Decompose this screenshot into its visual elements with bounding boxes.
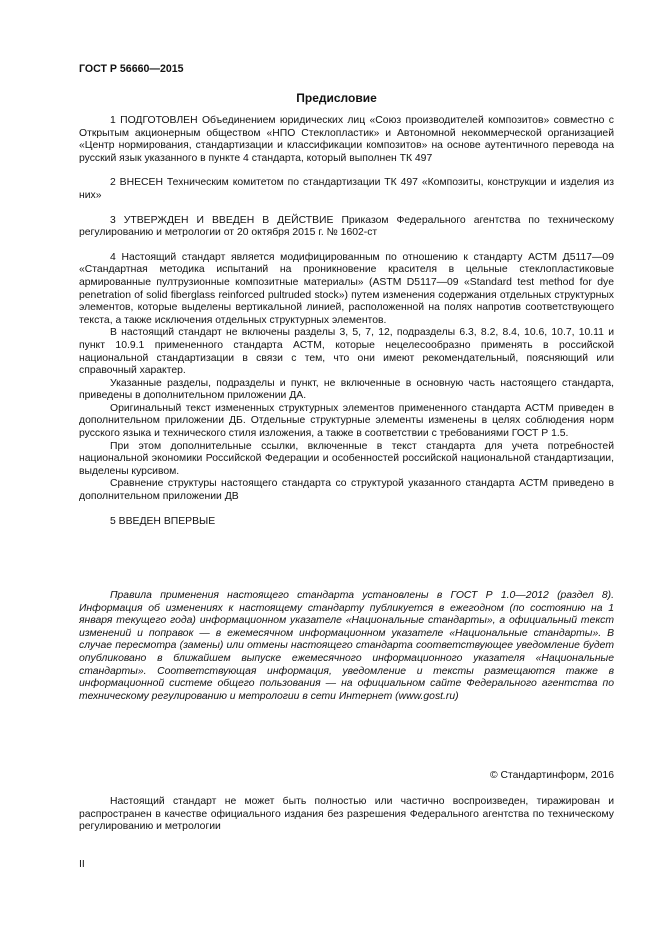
section-4-paragraph: 4 Настоящий стандарт является модифицированным по отношению к стандарту АСТМ Д5117—09 «Стандартная методика испытаний на проникновение красителя в цельные стеклопластиковые армированные пултрузионные композитные материалы» (ASTM D5117—09 «Standard test method for dye penetration of solid fiberglass reinforced pultruded stock») путем изменения содержания отдельных структурных элементов, которые выделены вертикальной линией, расположенной на полях напротив соответствующего текста, а также исключения отдельных структурных элементов. [79, 251, 614, 326]
section-2-paragraph: 2 ВНЕСЕН Техническим комитетом по стандартизации ТК 497 «Композиты, конструкции и изделия из них» [79, 177, 614, 201]
section-4-appendix-dv-paragraph: Сравнение структуры настоящего стандарта со структурой указанного стандарта АСТМ приведено в дополнительном приложении ДВ [79, 478, 614, 503]
section-4-appendix-db-paragraph: Оригинальный текст измененных структурных элементов примененного стандарта АСТМ приведен в дополнительном приложении ДБ. Отдельные структурные элементы изменены в целях соблюдения норм русского языка и технического стиля изложения, а также в соответствии с требованиями ГОСТ Р 1.5. [79, 402, 614, 440]
copyright-line: © Стандартинформ, 2016 [489, 770, 614, 781]
section-4-excluded-paragraph: В настоящий стандарт не включены разделы 3, 5, 7, 12, подразделы 6.3, 8.2, 8.4, 10.6, 10.7, 10.11 и пункт 10.9.1 примененного стандарта АСТМ, которые нецелесообразно применять в российской национальной стандартизации в связи с тем, что они имеют рекомендательный, поясняющий или справочный характер. [79, 327, 614, 377]
section-1-paragraph: 1 ПОДГОТОВЛЕН Объединением юридических лиц «Союз производителей композитов» совместно с Открытым акционерным обществом «НПО Стеклопластик» и Автономной некоммерческой организацией «Центр нормирования, стандартизации и классификации композитов» на основе аутентичного перевода на русский язык указанного в пункте 4 стандарта, который выполнен ТК 497 [79, 115, 614, 164]
reproduction-notice-block [79, 796, 614, 834]
page-number: II [79, 859, 85, 870]
rules-notice-block [79, 590, 614, 703]
rules-notice-text: Правила применения настоящего стандарта установлены в ГОСТ Р 1.0—2012 (раздел 8). Информация об изменениях к настоящему стандарту публикуется в ежегодном (по состоянию на 1 января текущего года) информационном указателе «Национальные стандарты», а официальный текст изменений и поправок — в ежемесячном информационном указателе «Национальные стандарты». В случае пересмотра (замены) или отмены настоящего стандарта соответствующее уведомление будет опубликовано в ближайшем выпуске ежемесячного информационного указателя «Национальные стандарты». Соответствующая информация, уведомление и тексты размещаются также в информационной системе общего пользования — на официальном сайте Федерального агентства по техническому регулированию и метрологии в сети Интернет (www.gost.ru) [79, 590, 614, 702]
page-title: Предисловие [296, 91, 377, 105]
section-4-italic-note-paragraph: При этом дополнительные ссылки, включенные в текст стандарта для учета потребностей национальной экономики Российской Федерации и особенностей российской национальной стандартизации, выделены курсивом. [79, 440, 614, 477]
section-5-paragraph: 5 ВВЕДЕН ВПЕРВЫЕ [110, 515, 216, 527]
document-code: ГОСТ Р 56660—2015 [79, 63, 184, 75]
section-3-paragraph: 3 УТВЕРЖДЕН И ВВЕДЕН В ДЕЙСТВИЕ Приказом Федерального агентства по техническому регулированию и метрологии от 20 октября 2015 г. № 1602-ст [79, 214, 614, 239]
reproduction-notice-text: Настоящий стандарт не может быть полностью или частично воспроизведен, тиражирован и распространен в качестве официального издания без разрешения Федерального агентства по техническому регулированию и метрологии [79, 796, 614, 833]
foreword-body [79, 115, 614, 528]
section-4-appendix-da-paragraph: Указанные разделы, подразделы и пункт, не включенные в основную часть настоящего стандарта, приведены в дополнительном приложении ДА. [79, 377, 614, 402]
